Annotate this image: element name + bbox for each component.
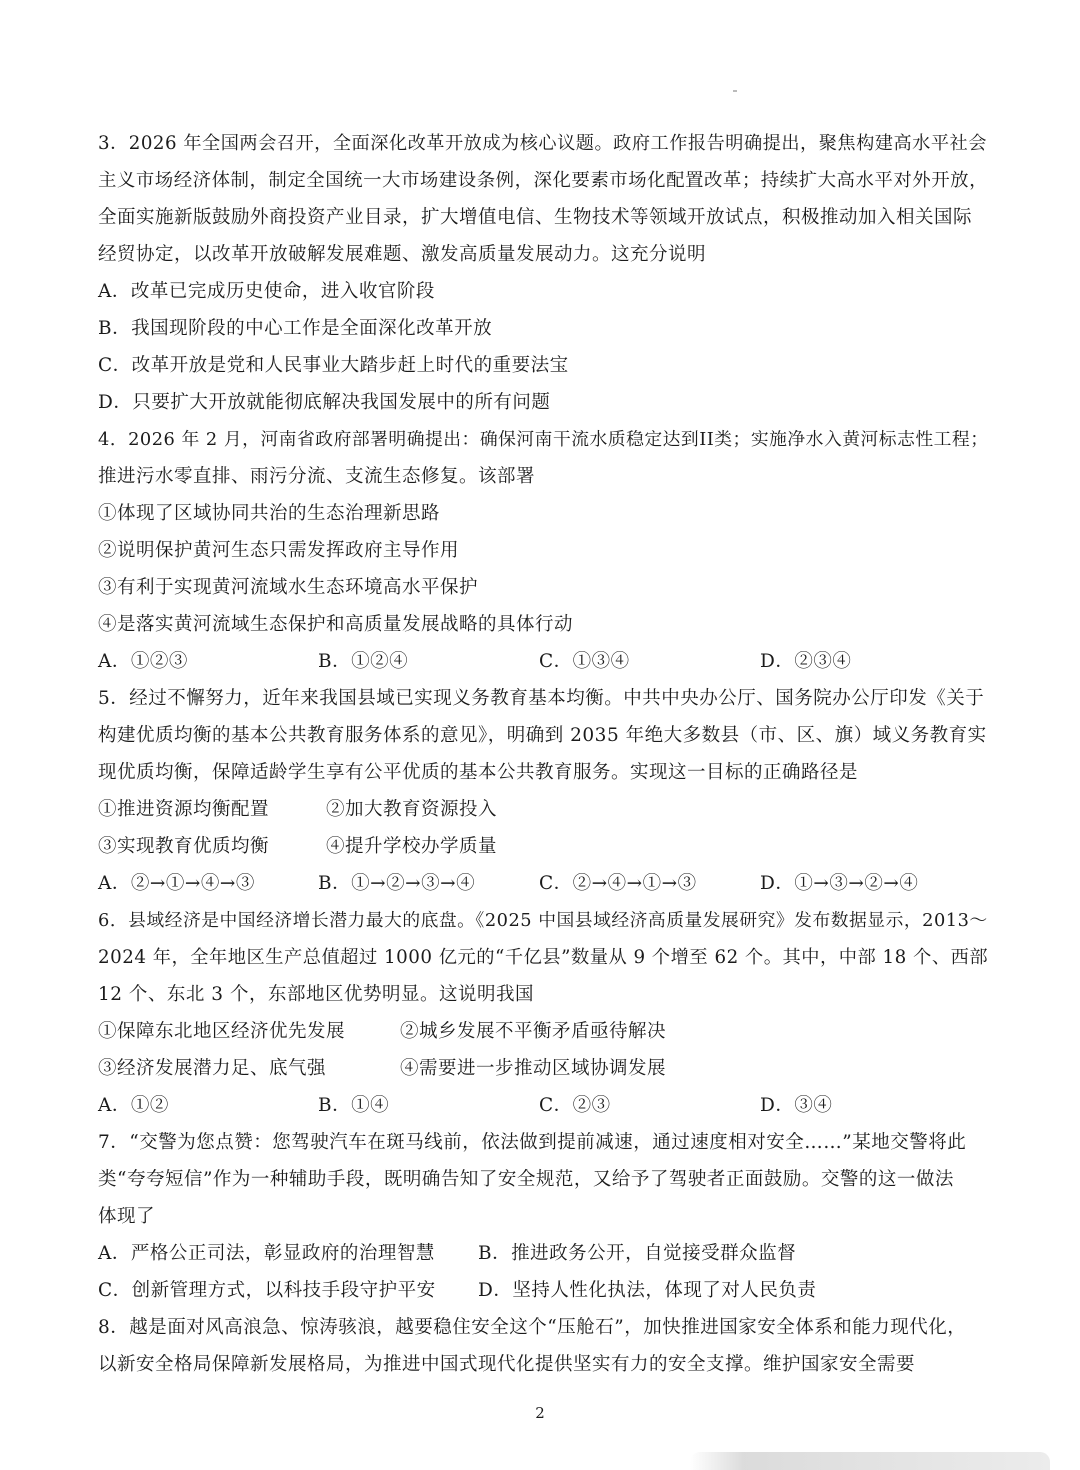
q4-option-b: B．①②④	[318, 651, 409, 672]
q5-item-1: ①推进资源均衡配置	[98, 799, 270, 820]
q5-stem-line: 现优质均衡，保障适龄学生享有公平优质的基本公共教育服务。实现这一目标的正确路径是	[98, 762, 859, 783]
q5-option-d: D．①→③→②→④	[760, 873, 919, 894]
q3-stem-line: 主义市场经济体制，制定全国统一大市场建设条例，深化要素市场化配置改革；持续扩大高水平对外开放，	[98, 170, 989, 191]
q8-stem-line: 8．越是面对风高浪急、惊涛骇浪，越要稳住安全这个“压舱石”，加快推进国家安全体系和能力现代化，	[98, 1317, 967, 1338]
q5-item-4: ④提升学校办学质量	[326, 836, 498, 857]
q3-stem-line: 3．2026 年全国两会召开，全面深化改革开放成为核心议题。政府工作报告明确提出，聚焦构建高水平社会	[98, 133, 987, 154]
q4-item-1: ①体现了区域协同共治的生态治理新思路	[98, 503, 441, 524]
scan-speck	[733, 90, 737, 92]
q3-option-c: C．改革开放是党和人民事业大踏步赶上时代的重要法宝	[98, 355, 569, 376]
q3-stem-line: 全面实施新版鼓励外商投资产业目录，扩大增值电信、生物技术等领域开放试点，积极推动加入相关国际	[98, 207, 973, 228]
q5-option-a: A．②→①→④→③	[98, 873, 255, 894]
q4-item-4: ④是落实黄河流域生态保护和高质量发展战略的具体行动	[98, 614, 574, 635]
q3-option-d: D．只要扩大开放就能彻底解决我国发展中的所有问题	[98, 392, 551, 413]
q6-option-b: B．①④	[318, 1095, 390, 1116]
q7-stem-line: 7．“交警为您点赞：您驾驶汽车在斑马线前，依法做到提前减速，通过速度相对安全……”某地交警将此	[98, 1132, 967, 1153]
q4-item-3: ③有利于实现黄河流域水生态环境高水平保护	[98, 577, 479, 598]
q6-option-d: D．③④	[760, 1095, 833, 1116]
q7-stem-line: 体现了	[98, 1206, 156, 1227]
q6-item-1: ①保障东北地区经济优先发展	[98, 1021, 346, 1042]
q6-stem-line: 2024 年，全年地区生产总值超过 1000 亿元的“千亿县”数量从 9 个增至 62 个。其中，中部 18 个、西部	[98, 947, 989, 968]
q5-stem-line: 5．经过不懈努力，近年来我国县域已实现义务教育基本均衡。中共中央办公厅、国务院办公厅印发《关于	[98, 688, 985, 709]
q6-item-3: ③经济发展潜力足、底气强	[98, 1058, 327, 1079]
q6-option-c: C．②③	[539, 1095, 611, 1116]
q6-stem-line: 6．县域经济是中国经济增长潜力最大的底盘。《2025 中国县域经济高质量发展研究》发布数据显示，2013～	[98, 910, 988, 931]
q7-option-c: C．创新管理方式，以科技手段守护平安	[98, 1280, 436, 1301]
q3-option-b: B．我国现阶段的中心工作是全面深化改革开放	[98, 318, 493, 339]
q7-option-a: A．严格公正司法，彰显政府的治理智慧	[98, 1243, 435, 1264]
q5-item-3: ③实现教育优质均衡	[98, 836, 270, 857]
q6-stem-line: 12 个、东北 3 个，东部地区优势明显。这说明我国	[98, 984, 534, 1005]
watermark-strip	[690, 1452, 1050, 1470]
page-number: 2	[535, 1404, 545, 1422]
q3-stem-line: 经贸协定，以改革开放破解发展难题、激发高质量发展动力。这充分说明	[98, 244, 707, 265]
q7-option-d: D．坚持人性化执法，体现了对人民负责	[478, 1280, 817, 1301]
q5-option-b: B．①→②→③→④	[318, 873, 476, 894]
q5-stem-line: 构建优质均衡的基本公共教育服务体系的意见》，明确到 2035 年绝大多数县（市、区、旗）域义务教育实	[98, 725, 987, 746]
q6-item-2: ②城乡发展不平衡矛盾亟待解决	[400, 1021, 667, 1042]
q4-option-d: D．②③④	[760, 651, 852, 672]
q5-item-2: ②加大教育资源投入	[326, 799, 498, 820]
q4-stem-line: 推进污水零直排、雨污分流、支流生态修复。该部署	[98, 466, 536, 487]
q4-option-c: C．①③④	[539, 651, 630, 672]
q6-option-a: A．①②	[98, 1095, 169, 1116]
q7-option-b: B．推进政务公开，自觉接受群众监督	[478, 1243, 797, 1264]
q4-option-a: A．①②③	[98, 651, 188, 672]
q8-stem-line: 以新安全格局保障新发展格局，为推进中国式现代化提供坚实有力的安全支撑。维护国家安全需要	[98, 1354, 916, 1375]
q7-stem-line: 类“夸夸短信”作为一种辅助手段，既明确告知了安全规范，又给予了驾驶者正面鼓励。交警的这一做法	[98, 1169, 954, 1190]
q6-item-4: ④需要进一步推动区域协调发展	[400, 1058, 667, 1079]
q3-option-a: A．改革已完成历史使命，进入收官阶段	[98, 281, 435, 302]
q4-stem-line: 4．2026 年 2 月，河南省政府部署明确提出：确保河南干流水质稳定达到II类；实施净水入黄河标志性工程；	[98, 429, 989, 450]
q4-item-2: ②说明保护黄河生态只需发挥政府主导作用	[98, 540, 460, 561]
q5-option-c: C．②→④→①→③	[539, 873, 697, 894]
